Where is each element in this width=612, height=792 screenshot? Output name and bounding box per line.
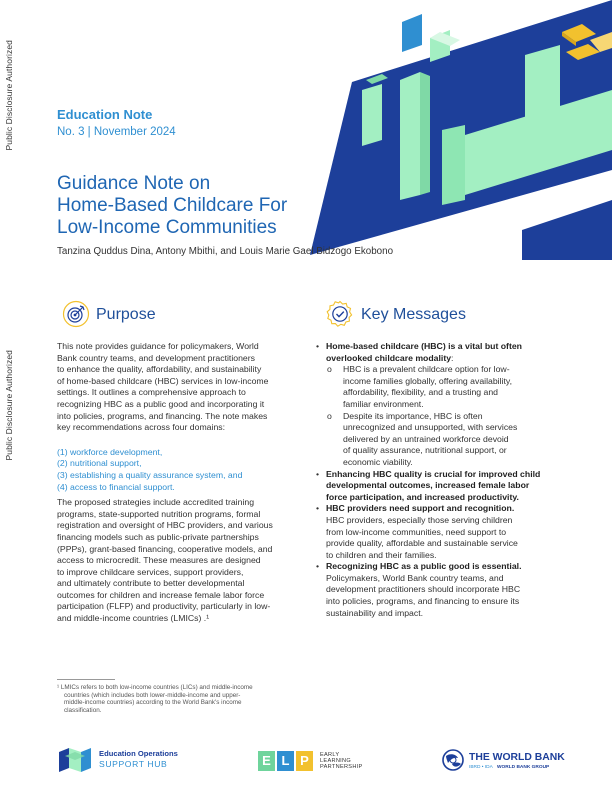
key-message-bold: Recognizing HBC as a public good is essential.	[326, 561, 522, 572]
text-line: participation (FLFP) and productivity, particularly in low-	[57, 601, 271, 612]
disclosure-label-bottom: Public Disclosure Authorized	[4, 350, 14, 461]
text-line: outcomes for children and increase female labor force	[57, 589, 265, 600]
text-line: into policies, programs, and financing to ensure its	[326, 596, 520, 607]
world-bank-sub-right: WORLD BANK GROUP	[497, 765, 550, 770]
mint-slab-front-shape	[442, 125, 465, 205]
key-message-bold: force participation, and increased productivity.	[326, 491, 519, 502]
key-message-bold: overlooked childcare modality	[326, 352, 452, 363]
text-line: settings. It outlines a comprehensive approach to	[57, 387, 246, 398]
footnote-line: classification.	[64, 707, 102, 715]
text-line: registration and oversight of HBC providers, and various	[57, 520, 273, 531]
text-line: key recommendations across four domains:	[57, 422, 226, 433]
world-bank-name: THE WORLD BANK	[469, 752, 565, 763]
sub-bullet-icon: o	[327, 364, 332, 375]
title-line: Low-Income Communities	[57, 217, 277, 238]
eos-line1: Education Operations	[99, 749, 178, 758]
footnote-rule	[57, 679, 115, 680]
purpose-intro	[57, 341, 297, 434]
key-message-item	[316, 503, 584, 561]
text-line: provide quality, affordable and sustainable service	[326, 538, 518, 549]
footnote	[57, 684, 297, 715]
domain-item: (3) establishing a quality assurance system, and	[57, 469, 243, 480]
text-line: sustainability and impact.	[326, 607, 424, 618]
globe-icon	[442, 749, 464, 771]
navy-corner-shape	[522, 200, 612, 260]
bullet-icon: •	[316, 503, 320, 514]
elp-letter: E	[258, 751, 275, 771]
bullet-icon: •	[316, 341, 320, 351]
text-line: The proposed strategies include accredited training	[57, 497, 255, 508]
blue-cube-shape	[402, 14, 422, 52]
title-line: Guidance Note on	[57, 173, 211, 194]
key-message-bold: developmental outcomes, increased female labor	[326, 480, 530, 491]
text-line: HBC providers, especially those serving children	[326, 514, 513, 525]
text-line: programs, state-supported nutrition programs, formal	[57, 508, 261, 519]
domain-item: (4) access to financial support.	[57, 481, 175, 492]
domain-item: (1) workforce development,	[57, 446, 163, 457]
text-line: Despite its importance, HBC is often	[343, 410, 483, 421]
elp-letter: P	[296, 751, 313, 771]
title-line: Home-Based Childcare For	[57, 195, 288, 216]
elp-text-line: EARLY	[320, 752, 340, 758]
key-message-item	[316, 561, 584, 619]
text-line: from low-income communities, need support to	[326, 526, 507, 537]
key-message-item	[316, 469, 584, 504]
checkmark-badge-icon	[326, 300, 354, 328]
world-bank-sub-left: IBRD • IDA	[469, 765, 493, 770]
text-line: economic viability.	[343, 456, 413, 467]
key-message-bold: Enhancing HBC quality is crucial for improved child	[326, 468, 541, 479]
key-message-bold: HBC providers need support and recognition.	[326, 503, 515, 514]
text-line: to enhance the quality, affordability, and sustainability	[57, 364, 262, 375]
text-line: unrecognized and unsupported, with services	[343, 422, 518, 433]
mint-bar-shape	[400, 72, 420, 200]
key-messages-list	[316, 341, 584, 619]
key-messages-heading: Key Messages	[361, 306, 466, 323]
text-line: access to microcredit. These measures are designed	[57, 555, 261, 566]
text-line: of quality assurance, nutritional support, or	[343, 445, 507, 456]
elp-letter: L	[277, 751, 294, 771]
target-icon	[62, 300, 90, 328]
text-line: of home-based childcare (HBC) services in low-income	[57, 375, 269, 386]
purpose-body	[57, 341, 297, 625]
sub-bullet-icon: o	[327, 410, 332, 421]
key-message-bold: Home-based childcare (HBC) is a vital but often	[326, 341, 522, 351]
text-line: income families globally, offering availability,	[343, 375, 513, 386]
text-line: into policies, programs, and financing. The note makes	[57, 410, 268, 421]
eos-mark-icon	[57, 748, 93, 772]
key-message-item	[316, 341, 584, 469]
text-line: and middle-income countries (LMICs) .¹	[57, 613, 210, 624]
footnote-line: middle-income countries) according to the World Bank's income	[64, 699, 242, 707]
bullet-icon: •	[316, 561, 320, 572]
text-line: to children and their families.	[326, 549, 437, 560]
disclosure-label-top: Public Disclosure Authorized	[4, 40, 14, 151]
text-line: Policymakers, World Bank country teams, and	[326, 572, 504, 583]
eos-line2: SUPPORT HUB	[99, 759, 168, 769]
key-message-subitem	[316, 364, 584, 410]
text-line: (PPPs), grant-based financing, cooperative models, and	[57, 543, 273, 554]
key-message-colon: :	[451, 352, 454, 363]
elp-text	[320, 752, 363, 771]
key-message-subitem	[316, 411, 584, 469]
text-line: Bank country teams, and development practitioners	[57, 352, 255, 363]
text-line: development practitioners should incorporate HBC	[326, 584, 521, 595]
issue-number: No. 3 | November 2024	[57, 126, 176, 138]
eos-logo	[57, 746, 187, 776]
document-title	[57, 173, 357, 239]
elp-text-line: LEARNING	[320, 758, 351, 765]
footnote-line: countries (which includes both lower-middle-income and upper-	[64, 691, 241, 699]
elp-text-line: PARTNERSHIP	[320, 764, 363, 771]
elp-logo	[258, 751, 368, 775]
text-line: financing models such as public-private partnerships	[57, 531, 259, 542]
purpose-strategies	[57, 497, 297, 625]
text-line: affordability, flexibility, and a trusting and	[343, 387, 499, 398]
series-label: Education Note	[57, 107, 153, 122]
text-line: This note provides guidance for policymakers, World	[57, 341, 259, 351]
text-line: familiar environment.	[343, 398, 424, 409]
text-line: recognizing HBC as a public good and incorporating it	[57, 398, 265, 409]
mint-bar-side-shape	[420, 72, 430, 195]
domain-item: (2) nutritional support,	[57, 458, 142, 469]
mint-post-shape	[362, 84, 382, 146]
text-line: and ultimately contribute to better developmental	[57, 578, 245, 589]
world-bank-logo	[442, 747, 592, 777]
purpose-heading: Purpose	[96, 306, 156, 323]
authors: Tanzina Quddus Dina, Antony Mbithi, and Louis Marie Gael Bidzogo Ekobono	[57, 246, 394, 257]
text-line: delivered by an untrained workforce devoid	[343, 433, 509, 444]
domains-list	[57, 447, 297, 493]
bullet-icon: •	[316, 468, 320, 479]
text-line: HBC is a prevalent childcare option for low-	[343, 364, 510, 375]
text-line: to improve childcare services, support providers,	[57, 566, 244, 577]
footnote-line: ¹ LMICs refers to both low-income countries (LICs) and middle-income	[57, 684, 253, 691]
